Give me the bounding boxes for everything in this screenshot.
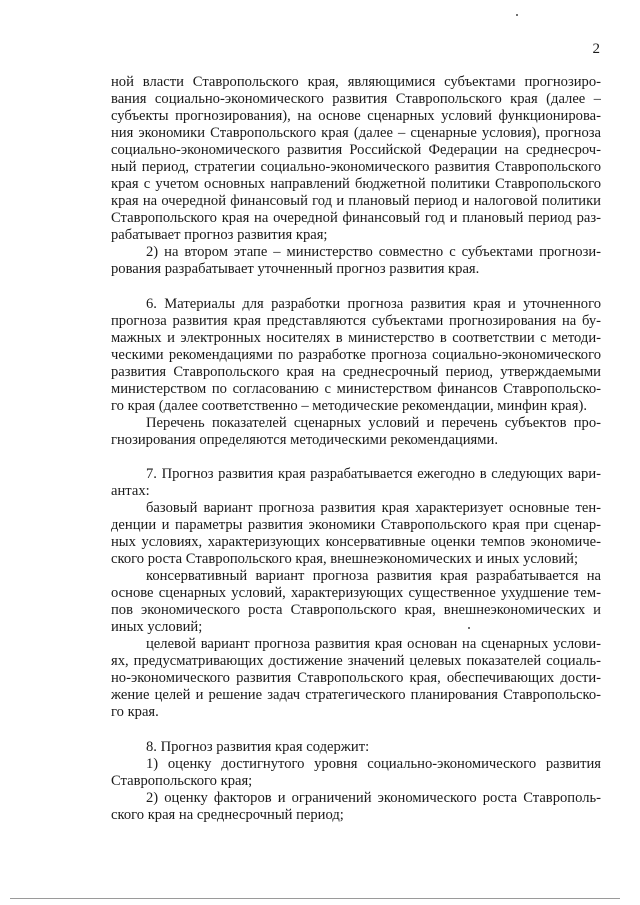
text-line: денции и параметры развития экономики Ставропольского края при сценар- xyxy=(111,517,601,533)
text-line: ной власти Ставропольского края, являющимися субъектами прогнозиро- xyxy=(111,74,601,90)
text-line: ческими рекомендациями по разработке прогноза социально-экономического xyxy=(111,347,601,363)
page-number: 2 xyxy=(592,41,600,57)
text-line: субъекты прогнозирования), на основе сценарных условий функционирова- xyxy=(111,108,601,124)
text-line: целевой вариант прогноза развития края основан на сценарных услови- xyxy=(146,636,601,652)
text-line: антах: xyxy=(111,483,150,499)
text-line: иных условий; xyxy=(111,619,203,635)
text-line: 1) оценку достигнутого уровня социально-экономического развития xyxy=(146,756,601,772)
text-line: министерством по согласованию с министерством финансов Ставропольско- xyxy=(111,381,601,397)
scan-speck xyxy=(516,14,518,16)
text-line: жение целей и решение задач стратегического планирования Ставропольско- xyxy=(111,687,601,703)
page-bottom-edge xyxy=(10,898,620,899)
text-line: края с учетом основных направлений бюджетной политики Ставропольского xyxy=(111,176,601,192)
text-line: ный период, стратегии социально-экономического развития Ставропольского xyxy=(111,159,601,175)
text-line: рабатывает прогноз развития края; xyxy=(111,227,328,243)
text-line: социально-экономического развития Российской Федерации на среднесроч- xyxy=(111,142,601,158)
scan-speck xyxy=(468,627,470,629)
text-line: 6. Материалы для разработки прогноза развития края и уточненного xyxy=(146,296,601,312)
text-line: основе сценарных условий, характеризующих существенное ухудшение тем- xyxy=(111,585,601,601)
text-line: 7. Прогноз развития края разрабатывается ежегодно в следующих вари- xyxy=(146,466,601,482)
text-line: гнозирования определяются методическими рекомендациями. xyxy=(111,432,498,448)
text-line: прогноза развития края представляются субъектами прогнозирования на бу- xyxy=(111,313,601,329)
text-line: края на очередной финансовый год и плановый период и налоговой политики xyxy=(111,193,601,209)
text-line: но-экономического развития Ставропольского края, обеспечивающих дости- xyxy=(111,670,601,686)
text-line: ях, предусматривающих достижение значений целевых показателей социаль- xyxy=(111,653,601,669)
text-line: 8. Прогноз развития края содержит: xyxy=(146,739,370,755)
text-line: ского края на среднесрочный период; xyxy=(111,807,344,823)
text-line: ского роста Ставропольского края, внешнеэкономических и иных условий; xyxy=(111,551,579,567)
text-line: 2) оценку факторов и ограничений экономического роста Ставрополь- xyxy=(146,790,601,806)
text-line: Ставропольского края на очередной финансовый год и плановый период раз- xyxy=(111,210,601,226)
text-line: ных условиях, характеризующих консервативные оценки темпов экономиче- xyxy=(111,534,601,550)
text-line: вания социально-экономического развития Ставропольского края (далее – xyxy=(111,91,601,107)
text-line: Ставропольского края; xyxy=(111,773,253,789)
text-line: го края. xyxy=(111,704,159,720)
text-line: рования разрабатывает уточненный прогноз развития края. xyxy=(111,261,480,277)
text-line: развития Ставропольского края на среднесрочный период, утверждаемыми xyxy=(111,364,601,380)
text-line: консервативный вариант прогноза развития края разрабатывается на xyxy=(146,568,601,584)
text-line: Перечень показателей сценарных условий и перечень субъектов про- xyxy=(146,415,601,431)
text-line: пов экономического роста Ставропольского края, внешнеэкономических и xyxy=(111,602,601,618)
text-line: го края (далее соответственно – методические рекомендации, минфин края). xyxy=(111,398,587,414)
text-line: базовый вариант прогноза развития края характеризует основные тен- xyxy=(146,500,601,516)
text-line: 2) на втором этапе – министерство совместно с субъектами прогнози- xyxy=(146,244,601,260)
text-line: ния экономики Ставропольского края (далее – сценарные условия), прогноза xyxy=(111,125,601,141)
text-line: мажных и электронных носителях в министерство в соответствии с методи- xyxy=(111,330,601,346)
